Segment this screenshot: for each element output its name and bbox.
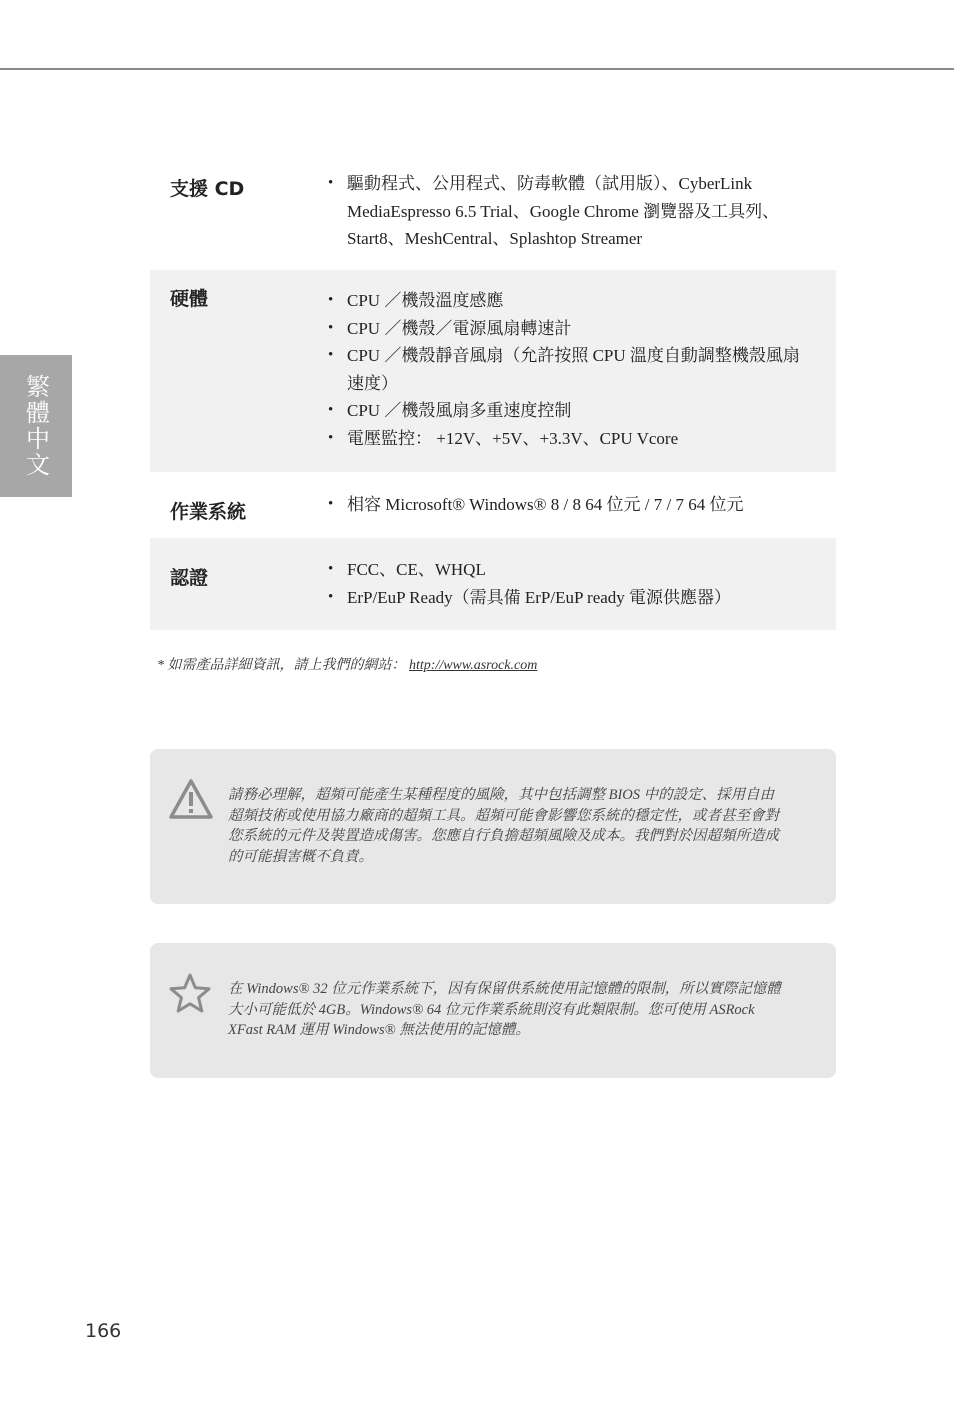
spec-item: • FCC、CE、WHQL bbox=[328, 556, 816, 584]
header-rule bbox=[0, 68, 954, 70]
spec-list bbox=[328, 170, 816, 253]
website-link[interactable]: http://www.asrock.com bbox=[409, 658, 538, 673]
footnote-text: * 如需產品詳細資訊，請上我們的網站： bbox=[157, 658, 406, 673]
page-number: 166 bbox=[85, 1320, 122, 1342]
spec-item: • CPU ／機殼／電源風扇轉速計 bbox=[328, 315, 816, 343]
spec-label: 支援 CD bbox=[170, 178, 245, 200]
spec-item: • 電壓監控： +12V、+5V、+3.3V、CPU Vcore bbox=[328, 425, 816, 453]
spec-row-hardware bbox=[150, 270, 836, 472]
memory-note-box bbox=[150, 943, 836, 1078]
spec-row-support-cd bbox=[150, 160, 836, 270]
spec-item: • 驅動程式、公用程式、防毒軟體（試用版）、CyberLink MediaEspresso 6.5 Trial、Google Chrome 瀏覽器及工具列、Start8、MeshCentral、Splashtop Streamer bbox=[328, 170, 816, 253]
spec-label: 硬體 bbox=[170, 288, 209, 310]
spec-list bbox=[328, 556, 816, 611]
footnote bbox=[157, 654, 537, 674]
overclock-warning-box bbox=[150, 749, 836, 904]
spec-item: • 相容 Microsoft® Windows® 8 / 8 64 位元 / 7 / 7 64 位元 bbox=[328, 491, 816, 519]
language-tab-label: 繁體中文 bbox=[21, 374, 50, 478]
spec-item: • CPU ／機殼溫度感應 bbox=[328, 287, 816, 315]
warning-triangle-icon bbox=[168, 778, 214, 820]
spec-item: • CPU ／機殼風扇多重速度控制 bbox=[328, 397, 816, 425]
spec-item: • ErP/EuP Ready（需具備 ErP/EuP ready 電源供應器） bbox=[328, 584, 816, 612]
spec-label: 認證 bbox=[170, 567, 209, 589]
spec-label: 作業系統 bbox=[170, 501, 247, 523]
spec-list bbox=[328, 491, 816, 519]
spec-row-certifications bbox=[150, 538, 836, 630]
spec-item: • CPU ／機殼靜音風扇（允許按照 CPU 溫度自動調整機殼風扇速度） bbox=[328, 342, 816, 397]
star-outline-icon bbox=[168, 972, 212, 1014]
spec-list bbox=[328, 287, 816, 452]
memory-note-text: 在 Windows® 32 位元作業系統下，因有保留供系統使用記憶體的限制，所以實際記憶體大小可能低於 4GB。Windows® 64 位元作業系統則沒有此類限制。您可使用 ASRock XFast RAM 運用 Windows® 無法使用的記憶體。 bbox=[228, 981, 781, 1038]
warning-text: 請務必理解，超頻可能產生某種程度的風險，其中包括調整 BIOS 中的設定、採用自由超頻技術或使用協力廠商的超頻工具。超頻可能會影響您系統的穩定性，或者甚至會對您系統的元件及裝置造成傷害。您應自行負擔超頻風險及成本。我們對於因超頻所造成的可能損害概不負責。 bbox=[228, 787, 779, 865]
spec-row-os bbox=[150, 472, 836, 538]
language-side-tab bbox=[0, 355, 72, 497]
